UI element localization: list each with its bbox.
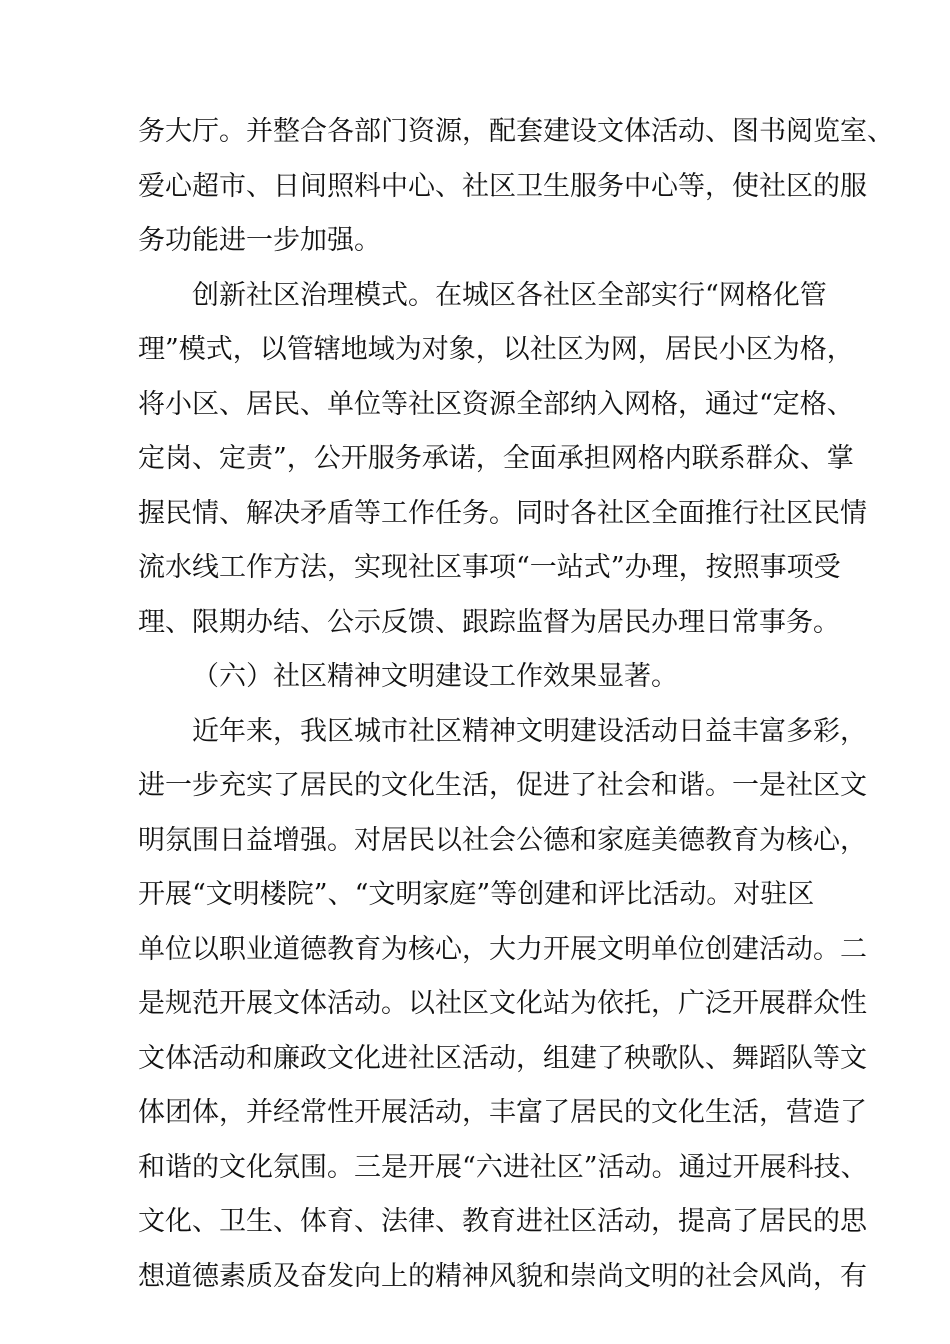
text-line: 定岗、定责”，公开服务承诺，全面承担网格内联系群众、掌 — [138, 443, 854, 474]
text-line: 和谐的文化氛围。三是开展“六进社区”活动。通过开展科技、 — [138, 1151, 868, 1183]
text-line: 理、限期办结、公示反馈、跟踪监督为居民办理日常事务。 — [138, 606, 840, 638]
text-line: 体团体，并经常性开展活动，丰富了居民的文化生活，营造了 — [138, 1097, 867, 1128]
text-line: 务功能进一步加强。 — [138, 225, 381, 256]
text-line: 将小区、居民、单位等社区资源全部纳入网格，通过“定格、 — [138, 388, 854, 420]
body-text — [138, 105, 894, 1304]
text-line: 进一步充实了居民的文化生活，促进了社会和谐。一是社区文 — [138, 770, 867, 801]
paragraph-start-line: 近年来，我区城市社区精神文明建设活动日益丰富多彩， — [192, 715, 867, 747]
text-line: 爱心超市、日间照料中心、社区卫生服务中心等，使社区的服 — [138, 170, 867, 202]
text-line: 文体活动和廉政文化进社区活动，组建了秧歌队、舞蹈队等文 — [138, 1042, 867, 1074]
text-line: 理”模式，以管辖地域为对象，以社区为网，居民小区为格， — [138, 334, 854, 365]
section-heading: （六）社区精神文明建设工作效果显著。 — [192, 661, 678, 692]
text-line: 文化、卫生、体育、法律、教育进社区活动，提高了居民的思 — [138, 1206, 867, 1237]
text-line: 务大厅。并整合各部门资源，配套建设文体活动、图书阅览室、 — [138, 116, 894, 147]
paragraph-start-line: 创新社区治理模式。在城区各社区全部实行“网格化管 — [192, 279, 827, 311]
text-line: 握民情、解决矛盾等工作任务。同时各社区全面推行社区民情 — [138, 497, 867, 529]
text-line: 流水线工作方法，实现社区事项“一站式”办理，按照事项受 — [138, 552, 841, 583]
text-line: 想道德素质及奋发向上的精神风貌和崇尚文明的社会风尚，有 — [138, 1260, 867, 1292]
text-line: 单位以职业道德教育为核心，大力开展文明单位创建活动。二 — [138, 933, 867, 965]
text-line: 明氛围日益增强。对居民以社会公德和家庭美德教育为核心， — [138, 824, 867, 856]
text-line: 是规范开展文体活动。以社区文化站为依托，广泛开展群众性 — [138, 988, 867, 1019]
text-line: 开展“文明楼院”、“文明家庭”等创建和评比活动。对驻区 — [138, 879, 815, 910]
